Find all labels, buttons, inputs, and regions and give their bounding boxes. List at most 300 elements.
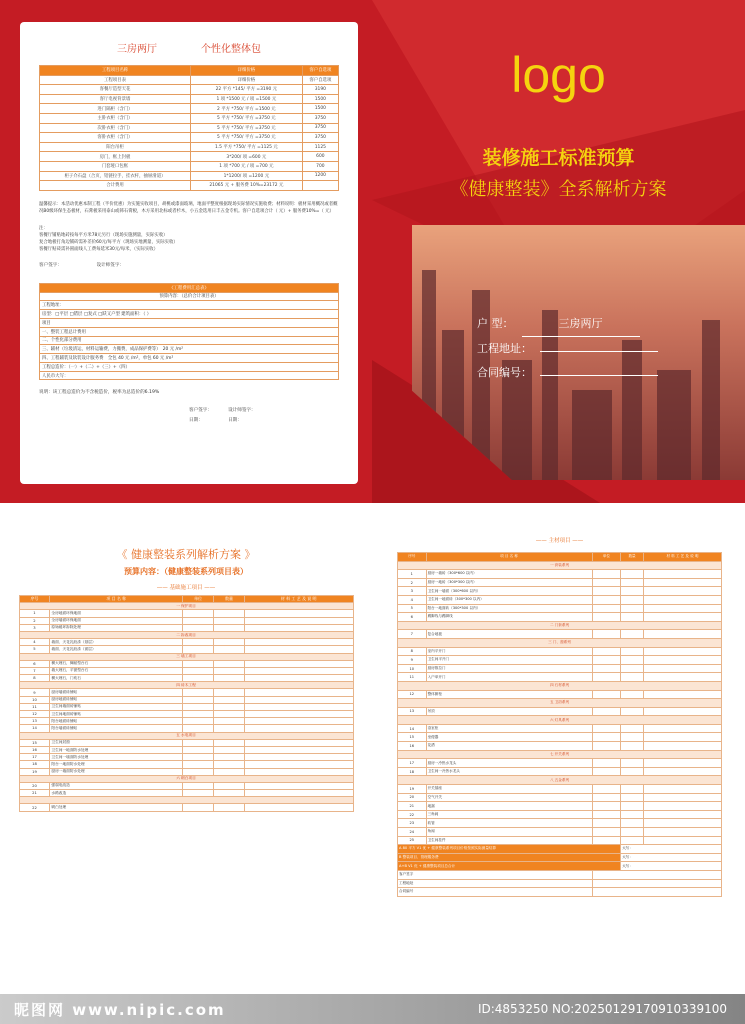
table-cell bbox=[592, 836, 621, 845]
table-cell bbox=[214, 610, 245, 617]
watermark-bar bbox=[0, 994, 745, 1024]
header-cell: 材 料 工 艺 及 说 明 bbox=[244, 596, 353, 603]
table-row bbox=[398, 613, 722, 622]
row-number: 1 bbox=[398, 570, 427, 579]
section-cell: 八 五金系列 bbox=[398, 776, 722, 785]
table-cell bbox=[183, 754, 214, 761]
section-row bbox=[19, 653, 353, 660]
table-row bbox=[40, 113, 339, 123]
row-number: 18 bbox=[19, 761, 50, 768]
table-cell bbox=[183, 790, 214, 797]
table-row bbox=[398, 785, 722, 794]
table-cell: 进门隔柜（含门） bbox=[40, 104, 191, 114]
table-row bbox=[19, 610, 353, 617]
table-row bbox=[40, 123, 339, 133]
item-name: 卫生间一地面砖（300*300 以内） bbox=[426, 595, 592, 604]
table-cell bbox=[183, 696, 214, 703]
table-cell bbox=[643, 656, 721, 665]
table-cell bbox=[592, 630, 621, 639]
table-row bbox=[40, 75, 339, 85]
table-cell bbox=[592, 664, 621, 673]
meta-label: 合同编号 bbox=[398, 888, 593, 897]
table-row bbox=[19, 646, 353, 653]
item-name: 花洒 bbox=[426, 742, 592, 751]
table-cell bbox=[643, 759, 721, 768]
table-cell bbox=[183, 639, 214, 646]
row-number: 19 bbox=[19, 768, 50, 775]
row-number: 4 bbox=[19, 639, 50, 646]
explain: 说明：该工程总造价为不含税造价，税率为总造价的6.19% bbox=[39, 390, 160, 396]
section-cell: 七 开关系列 bbox=[398, 750, 722, 759]
row-number: 18 bbox=[398, 767, 427, 776]
row-number: 22 bbox=[19, 804, 50, 811]
row-number: 16 bbox=[19, 746, 50, 753]
table-row bbox=[398, 604, 722, 613]
house-type-value: 三房两厅 bbox=[522, 312, 640, 337]
section-row bbox=[19, 775, 353, 782]
table-cell: 1500 bbox=[302, 104, 338, 114]
meta-row bbox=[398, 888, 722, 897]
summary-cell: 大写： bbox=[621, 845, 722, 854]
table-cell bbox=[183, 746, 214, 753]
section-cell: 二 门套系列 bbox=[398, 621, 722, 630]
table-cell bbox=[621, 656, 644, 665]
table-cell bbox=[244, 725, 353, 732]
table-cell bbox=[643, 673, 721, 682]
table-cell: 详细价格 bbox=[190, 75, 302, 85]
section-cell bbox=[19, 797, 353, 804]
table-row bbox=[398, 819, 722, 828]
table-cell bbox=[621, 570, 644, 579]
table-cell: 客厅电视背景墙 bbox=[40, 94, 191, 104]
table-cell bbox=[592, 656, 621, 665]
table-cell: 主卧衣柜（含门） bbox=[40, 113, 191, 123]
table-row bbox=[398, 767, 722, 776]
table-cell bbox=[621, 828, 644, 837]
top-spread bbox=[0, 0, 745, 503]
main-material-page bbox=[374, 516, 745, 1024]
table-cell bbox=[643, 793, 721, 802]
table-cell bbox=[183, 617, 214, 624]
table-cell bbox=[214, 761, 245, 768]
table-cell: 1 项 *700 元 / 项 =700 元 bbox=[190, 161, 302, 171]
table-cell bbox=[183, 739, 214, 746]
table-cell bbox=[643, 664, 721, 673]
table-row bbox=[19, 696, 353, 703]
table-row bbox=[40, 104, 339, 114]
item-name: 阳台一地面砖（300*300 以内） bbox=[426, 604, 592, 613]
table-header bbox=[19, 596, 353, 603]
table-cell bbox=[183, 782, 214, 789]
table-cell bbox=[592, 578, 621, 587]
section-row bbox=[398, 681, 722, 690]
row-number: 20 bbox=[19, 782, 50, 789]
table-cell bbox=[592, 613, 621, 622]
table-cell bbox=[592, 647, 621, 656]
base-project-page bbox=[0, 516, 372, 1024]
table-cell bbox=[621, 810, 644, 819]
item-name: 厨房一冷热水龙头 bbox=[426, 759, 592, 768]
section-row bbox=[398, 750, 722, 759]
table-cell bbox=[592, 733, 621, 742]
table-cell bbox=[621, 578, 644, 587]
table-cell bbox=[214, 790, 245, 797]
table-row bbox=[19, 689, 353, 696]
table-cell bbox=[214, 646, 245, 653]
table-row bbox=[40, 133, 339, 143]
table-cell bbox=[183, 624, 214, 631]
table-cell bbox=[183, 667, 214, 674]
section-cell: 三 墙工项目 bbox=[19, 653, 353, 660]
table-cell: 房门，框上封板 bbox=[40, 152, 191, 162]
table-cell bbox=[643, 690, 721, 699]
item-name: 地漏 bbox=[426, 802, 592, 811]
table-row bbox=[19, 667, 353, 674]
table-cell: 1125 bbox=[302, 142, 338, 152]
table-cell bbox=[643, 707, 721, 716]
table-cell bbox=[244, 768, 353, 775]
item-name: 刷白处理 bbox=[50, 804, 183, 811]
section-cell: 四 石材系列 bbox=[398, 681, 722, 690]
table-cell bbox=[621, 819, 644, 828]
table-cell bbox=[244, 689, 353, 696]
table-cell bbox=[244, 761, 353, 768]
row-number: 6 bbox=[19, 660, 50, 667]
table-cell bbox=[621, 587, 644, 596]
table-cell bbox=[621, 724, 644, 733]
table-cell bbox=[214, 696, 245, 703]
table-cell: 700 bbox=[302, 161, 338, 171]
table-cell bbox=[214, 746, 245, 753]
summary-row bbox=[398, 862, 722, 871]
table-cell bbox=[244, 754, 353, 761]
table-row bbox=[40, 142, 339, 152]
section-cell: 五 卫浴系列 bbox=[398, 699, 722, 708]
table-row bbox=[398, 836, 722, 845]
table-row bbox=[398, 690, 722, 699]
table-cell bbox=[592, 707, 621, 716]
sign-row-1: 客户签字： 设计师签字： bbox=[39, 262, 125, 268]
table-row bbox=[398, 828, 722, 837]
sign-row-2: 客户签字： 设计师签字： 日期： 日期： bbox=[189, 408, 256, 424]
table-cell: 合计费用 bbox=[40, 181, 191, 191]
item-name: 水路改造 bbox=[50, 790, 183, 797]
summary-cell: A+B V1 优 + 健康整装项目总合计 bbox=[398, 862, 621, 871]
table-cell bbox=[244, 696, 353, 703]
notice-text: 温馨提示：本活动优惠本制工程（半价优惠）为实施实收项目，胡桃或漆面玻璃，地面平整度根据现场实际情况实施收费；材料说明：板材采用概况或者概况B0级环保生态板材，石膏板采用泰山或韩石膏板，木方采用北标或者杉木，小五金选用日丰五金专机。客户自选项合计（ 元）+ 服务费10%=（ 元） bbox=[39, 201, 338, 214]
table-row bbox=[398, 578, 722, 587]
table-row bbox=[40, 85, 339, 95]
item-name: 软管 bbox=[426, 819, 592, 828]
table-cell bbox=[214, 660, 245, 667]
table-cell: 3750 bbox=[302, 113, 338, 123]
table-row bbox=[40, 152, 339, 162]
table-cell bbox=[592, 690, 621, 699]
row-number: 10 bbox=[19, 696, 50, 703]
table-cell: 1 项 *1500 元 / 项 =1500 元 bbox=[190, 94, 302, 104]
row-number: 16 bbox=[398, 742, 427, 751]
table-cell bbox=[592, 785, 621, 794]
row-number: 10 bbox=[398, 664, 427, 673]
table-cell bbox=[592, 802, 621, 811]
table-cell bbox=[621, 664, 644, 673]
table-cell bbox=[643, 767, 721, 776]
table-cell bbox=[183, 761, 214, 768]
table-row bbox=[398, 724, 722, 733]
table-cell: 门套垭口包框 bbox=[40, 161, 191, 171]
section-cell: 六 刷白项目 bbox=[19, 775, 353, 782]
table-row bbox=[398, 664, 722, 673]
item-name: 整体橱柜 bbox=[426, 690, 592, 699]
item-name: 吊顶 bbox=[426, 707, 592, 716]
item-name: 全房地面环保地面 bbox=[50, 610, 183, 617]
meta-label: 工程地址 bbox=[398, 879, 593, 888]
table-cell bbox=[643, 570, 721, 579]
table-row bbox=[398, 656, 722, 665]
row-number: 3 bbox=[398, 587, 427, 596]
table-cell bbox=[183, 660, 214, 667]
table-row bbox=[19, 761, 353, 768]
table-cell bbox=[244, 610, 353, 617]
section-row bbox=[398, 561, 722, 570]
summary-cell: A 80 平方 V1 优 + 健康整装系列项目价格按照实际测量结算 bbox=[398, 845, 621, 854]
table-cell bbox=[302, 181, 338, 191]
table-row bbox=[398, 595, 722, 604]
table-cell bbox=[183, 610, 214, 617]
table-cell bbox=[214, 725, 245, 732]
section-row bbox=[19, 732, 353, 739]
table-cell bbox=[643, 587, 721, 596]
table-cell bbox=[621, 785, 644, 794]
header-cell: 单位 bbox=[592, 553, 621, 562]
section-row bbox=[398, 621, 722, 630]
item-name: 开关插座 bbox=[426, 785, 592, 794]
table-cell: 3750 bbox=[302, 123, 338, 133]
item-name: 卫生间墙面砖铺贴 bbox=[50, 703, 183, 710]
table-cell bbox=[244, 660, 353, 667]
table-row bbox=[19, 790, 353, 797]
header-cell: 序号 bbox=[19, 596, 50, 603]
row-number: 21 bbox=[398, 802, 427, 811]
header-cell: 数量 bbox=[621, 553, 644, 562]
item-name: 横大理石，舞蹈型台石 bbox=[50, 660, 183, 667]
table-cell bbox=[183, 675, 214, 682]
row-number: 13 bbox=[398, 707, 427, 716]
table-row bbox=[40, 171, 339, 181]
table-row bbox=[19, 711, 353, 718]
table-cell bbox=[244, 646, 353, 653]
table-cell bbox=[214, 718, 245, 725]
item-name: 厨房一墙砖（300*600 以内） bbox=[426, 570, 592, 579]
item-name: 卫生间平开门 bbox=[426, 656, 592, 665]
row-number: 17 bbox=[19, 754, 50, 761]
meta-value bbox=[592, 879, 721, 888]
section-cell: 一 保护项目 bbox=[19, 603, 353, 610]
table-cell bbox=[643, 819, 721, 828]
project-info: 户 型： 三房两厅 工程地址： 合同编号： bbox=[477, 312, 658, 385]
table-cell bbox=[244, 639, 353, 646]
item-name: 踢脚线与踢脚线 bbox=[426, 613, 592, 622]
table-cell bbox=[214, 768, 245, 775]
cover-page bbox=[372, 0, 745, 503]
summary-row bbox=[398, 845, 722, 854]
watermark-id: ID:4853250 NO:20250129170910339100 bbox=[477, 1002, 727, 1016]
item-name: 横大理石，门坎石 bbox=[50, 675, 183, 682]
table-row bbox=[19, 746, 353, 753]
table-cell bbox=[621, 733, 644, 742]
meta-row bbox=[398, 870, 722, 879]
row-number: 12 bbox=[398, 690, 427, 699]
table-cell: 2 平方 *750/ 平方 =1500 元 bbox=[190, 104, 302, 114]
table-cell: 客户自选项 bbox=[302, 75, 338, 85]
item-name: 强弱电改造 bbox=[50, 782, 183, 789]
item-name: 墙面、天花乳胶漆（面层） bbox=[50, 646, 183, 653]
table-cell: 5 平方 *750/ 平方 =3750 元 bbox=[190, 123, 302, 133]
table-cell bbox=[592, 767, 621, 776]
item-name: 入户单开门 bbox=[426, 673, 592, 682]
table-cell bbox=[183, 768, 214, 775]
row-number: 7 bbox=[19, 667, 50, 674]
row-number: 22 bbox=[398, 810, 427, 819]
table-cell bbox=[183, 725, 214, 732]
table-cell bbox=[244, 624, 353, 631]
table-cell bbox=[183, 718, 214, 725]
table-row bbox=[19, 675, 353, 682]
section-cell: 六 灯具系列 bbox=[398, 716, 722, 725]
meta-row bbox=[398, 879, 722, 888]
table-cell: 22 平方 *145/ 平方 =3190 元 bbox=[190, 85, 302, 95]
section-cell: 五 水电项目 bbox=[19, 732, 353, 739]
table-cell bbox=[214, 782, 245, 789]
table-row bbox=[398, 793, 722, 802]
table-cell bbox=[244, 790, 353, 797]
table-cell bbox=[244, 675, 353, 682]
section-row bbox=[398, 638, 722, 647]
item-name: 阳台一地面防水处理 bbox=[50, 761, 183, 768]
table-cell bbox=[592, 570, 621, 579]
header-cell: 单位 bbox=[183, 596, 214, 603]
table-cell: 客餐厅造型天花 bbox=[40, 85, 191, 95]
table-cell bbox=[621, 802, 644, 811]
table-cell bbox=[214, 639, 245, 646]
item-name: 厨房一墙面防水处理 bbox=[50, 768, 183, 775]
section-row bbox=[19, 682, 353, 689]
table-cell bbox=[643, 604, 721, 613]
table-row bbox=[398, 647, 722, 656]
table-row bbox=[398, 630, 722, 639]
item-name: 墙面、天花乳胶漆（基层） bbox=[50, 639, 183, 646]
table-row bbox=[398, 733, 722, 742]
row-number: 9 bbox=[19, 689, 50, 696]
table-cell bbox=[643, 647, 721, 656]
cover-title: 装修施工标准预算 bbox=[482, 147, 635, 169]
section-cell: 二 拆改项目 bbox=[19, 631, 353, 638]
table-cell bbox=[621, 767, 644, 776]
material-table bbox=[397, 552, 722, 897]
table-row bbox=[19, 754, 353, 761]
table-cell bbox=[592, 810, 621, 819]
table-cell: 3750 bbox=[302, 133, 338, 143]
table-row bbox=[19, 617, 353, 624]
table-row bbox=[40, 181, 339, 191]
row-number: 25 bbox=[398, 836, 427, 845]
table-cell: 次卧衣柜（含门） bbox=[40, 123, 191, 133]
table-cell bbox=[592, 793, 621, 802]
row-number: 9 bbox=[398, 656, 427, 665]
table-cell bbox=[643, 613, 721, 622]
item-name: 卫生间地面砖铺贴 bbox=[50, 711, 183, 718]
table-row bbox=[19, 624, 353, 631]
row-number: 4 bbox=[398, 595, 427, 604]
table-cell: 5 平方 *750/ 平方 =3750 元 bbox=[190, 113, 302, 123]
table-cell bbox=[643, 810, 721, 819]
section-row bbox=[19, 631, 353, 638]
table-row bbox=[19, 718, 353, 725]
table-cell bbox=[592, 742, 621, 751]
table-row bbox=[398, 802, 722, 811]
item-name: 厨房推拉门 bbox=[426, 664, 592, 673]
row-number: 19 bbox=[398, 785, 427, 794]
table-cell bbox=[244, 667, 353, 674]
header-cell: 材 料 工 艺 及 说 明 bbox=[643, 553, 721, 562]
row-number: 15 bbox=[19, 739, 50, 746]
table-cell bbox=[244, 739, 353, 746]
item-name: 阳台墙面砖铺贴 bbox=[50, 725, 183, 732]
note-line: 复合地板打角边铺砖需补差价60元/每平方（现场实地测量，实际实收） bbox=[39, 239, 178, 245]
table-cell bbox=[643, 595, 721, 604]
table-cell bbox=[621, 595, 644, 604]
table-row bbox=[398, 570, 722, 579]
row-number: 8 bbox=[19, 675, 50, 682]
table-cell bbox=[621, 707, 644, 716]
item-name: 全房墙面环保地面 bbox=[50, 617, 183, 624]
table-cell: 阳台吊柜 bbox=[40, 142, 191, 152]
table-row bbox=[398, 587, 722, 596]
table-cell bbox=[214, 617, 245, 624]
table-cell bbox=[621, 793, 644, 802]
table-cell bbox=[592, 828, 621, 837]
summary-cell: 大写： bbox=[621, 862, 722, 871]
table-cell bbox=[643, 630, 721, 639]
table-row bbox=[398, 673, 722, 682]
section-row bbox=[398, 699, 722, 708]
table-cell bbox=[214, 739, 245, 746]
row-number: 24 bbox=[398, 828, 427, 837]
table-cell bbox=[592, 604, 621, 613]
table-cell bbox=[643, 578, 721, 587]
budget-content: 预算内容：（健康整装系列项目表） bbox=[124, 567, 248, 576]
table-cell: 1200 bbox=[302, 171, 338, 181]
table-cell bbox=[621, 836, 644, 845]
table-cell: 5 平方 *750/ 平方 =3750 元 bbox=[190, 133, 302, 143]
table-row bbox=[19, 660, 353, 667]
table-cell bbox=[621, 690, 644, 699]
table-cell bbox=[183, 689, 214, 696]
item-name: 坐便器 bbox=[426, 733, 592, 742]
watermark-left: 昵图网 www.nipic.com bbox=[14, 1001, 226, 1019]
table-cell bbox=[244, 782, 353, 789]
table-row bbox=[19, 739, 353, 746]
item-name: 卫生间一冷热水龙头 bbox=[426, 767, 592, 776]
series-title: 《 健康整装系列解析方案 》 bbox=[116, 548, 256, 561]
logo: logo bbox=[511, 47, 606, 103]
table-cell: 21065 元 + 服务费 10%=23172 元 bbox=[190, 181, 302, 191]
table-cell bbox=[183, 646, 214, 653]
row-number: 5 bbox=[19, 646, 50, 653]
row-number: 6 bbox=[398, 613, 427, 622]
table-cell bbox=[592, 673, 621, 682]
table-cell: 600 bbox=[302, 152, 338, 162]
